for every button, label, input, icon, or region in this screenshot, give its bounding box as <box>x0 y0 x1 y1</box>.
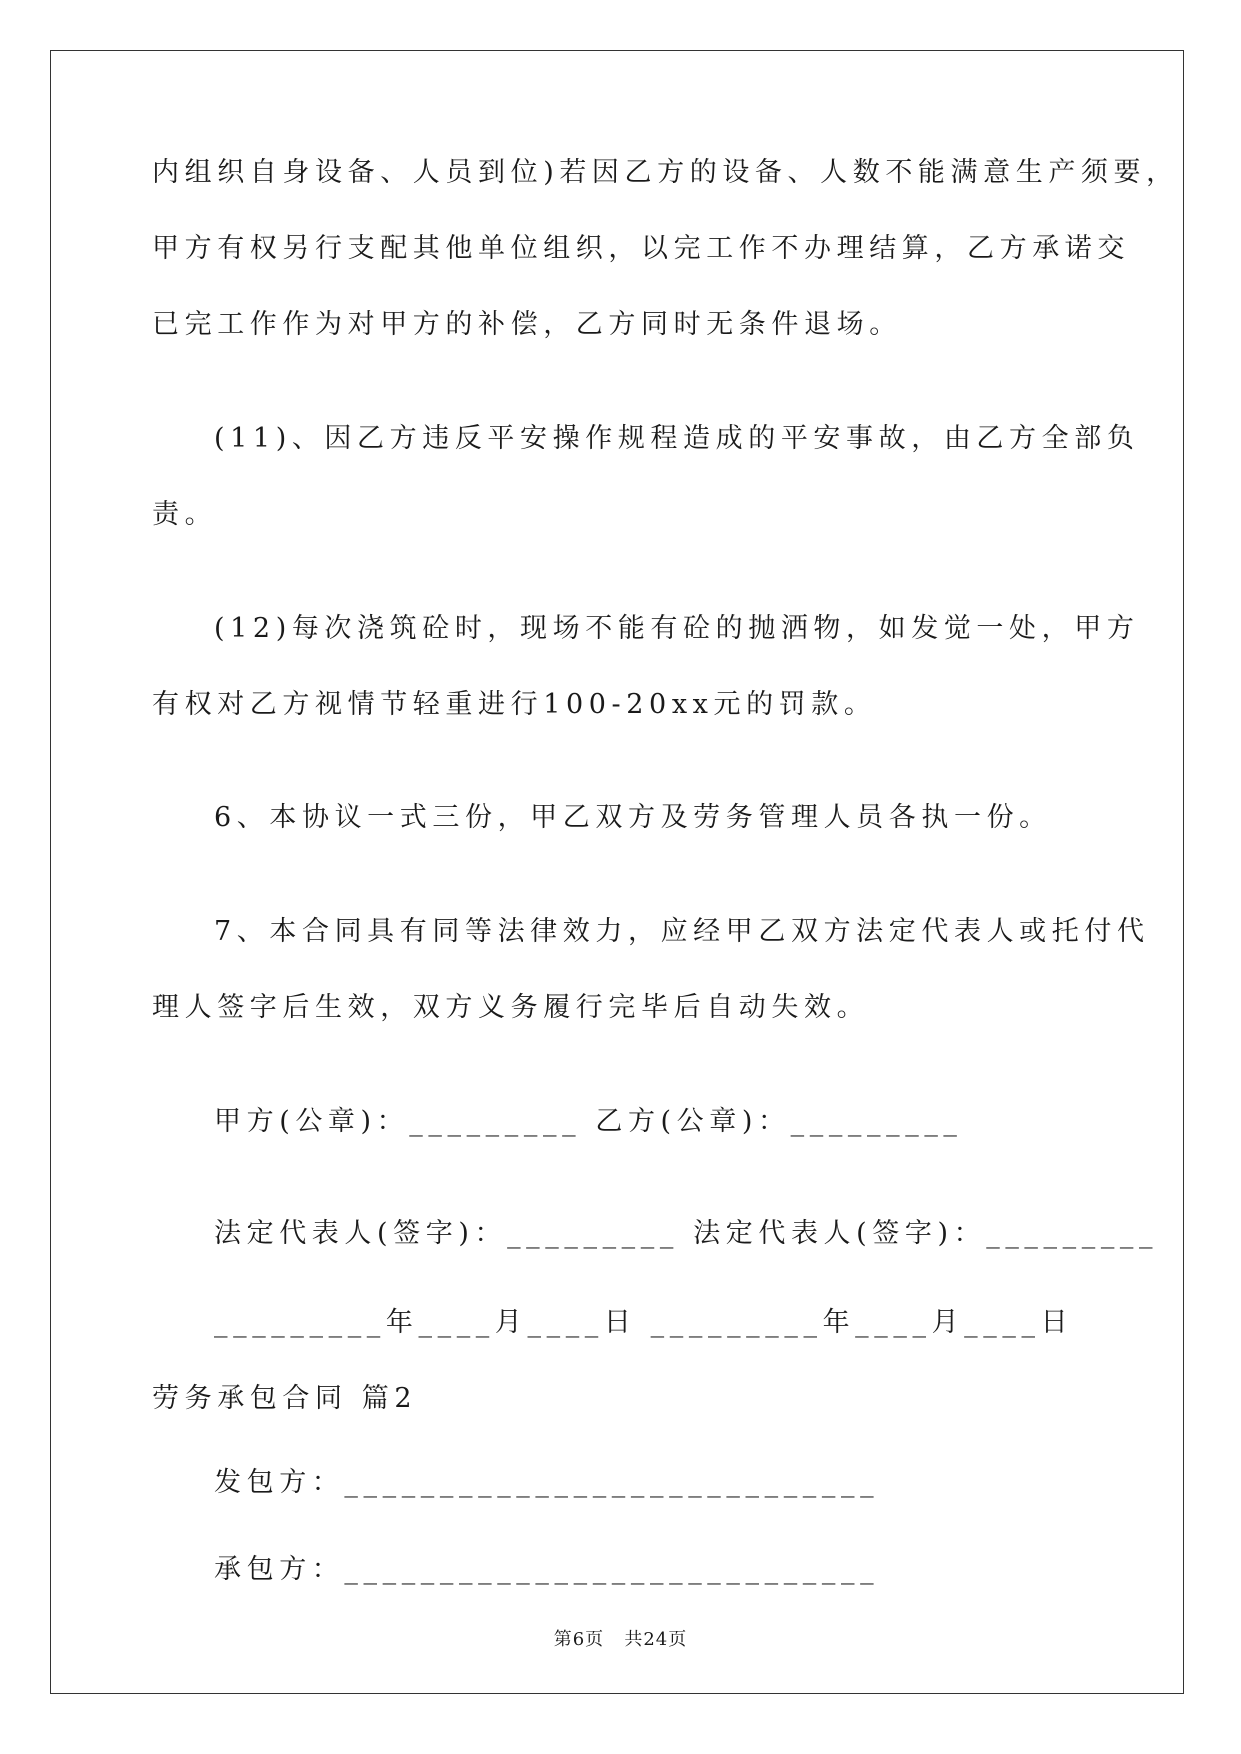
text-line-3: 已完工作作为对甲方的补偿，乙方同时无条件退场。 <box>152 309 902 340</box>
clause-7-line-1: 7、本合同具有同等法律效力，应经甲乙双方法定代表人或托付代 <box>214 916 1150 947</box>
page-footer: 第6页 共24页 <box>553 1629 688 1650</box>
clause-7-line-2: 理人签字后生效，双方义务履行完毕后自动失效。 <box>152 992 870 1023</box>
text-line-2: 甲方有权另行支配其他单位组织，以完工作不办理结算，乙方承诺交 <box>152 233 1130 264</box>
clause-11-line-2: 责。 <box>152 499 218 530</box>
clause-11-line-1: (11)、因乙方违反平安操作规程造成的平安事故，由乙方全部负 <box>214 423 1140 454</box>
clause-6: 6、本协议一式三份，甲乙双方及劳务管理人员各执一份。 <box>214 802 1052 833</box>
clause-12-line-1: (12)每次浇筑砼时，现场不能有砼的抛洒物，如发觉一处，甲方 <box>214 613 1140 644</box>
seal-line: 甲方(公章)：_________ 乙方(公章)：_________ <box>214 1106 963 1137</box>
clause-12-line-2: 有权对乙方视情节轻重进行100-20xx元的罚款。 <box>152 689 877 720</box>
text-line-1: 内组织自身设备、人员到位)若因乙方的设备、人数不能满意生产须要， <box>152 157 1179 188</box>
contractor-field: 承包方：____________________________ <box>214 1554 880 1585</box>
section-heading: 劳务承包合同 篇2 <box>152 1383 418 1414</box>
representative-signature-line: 法定代表人(签字)：_________ 法定代表人(签字)：_________ <box>214 1218 1159 1249</box>
date-line: _________年____月____日 _________年____月____日 <box>214 1307 1074 1338</box>
page-border <box>50 50 1184 1694</box>
employer-field: 发包方：____________________________ <box>214 1467 880 1498</box>
